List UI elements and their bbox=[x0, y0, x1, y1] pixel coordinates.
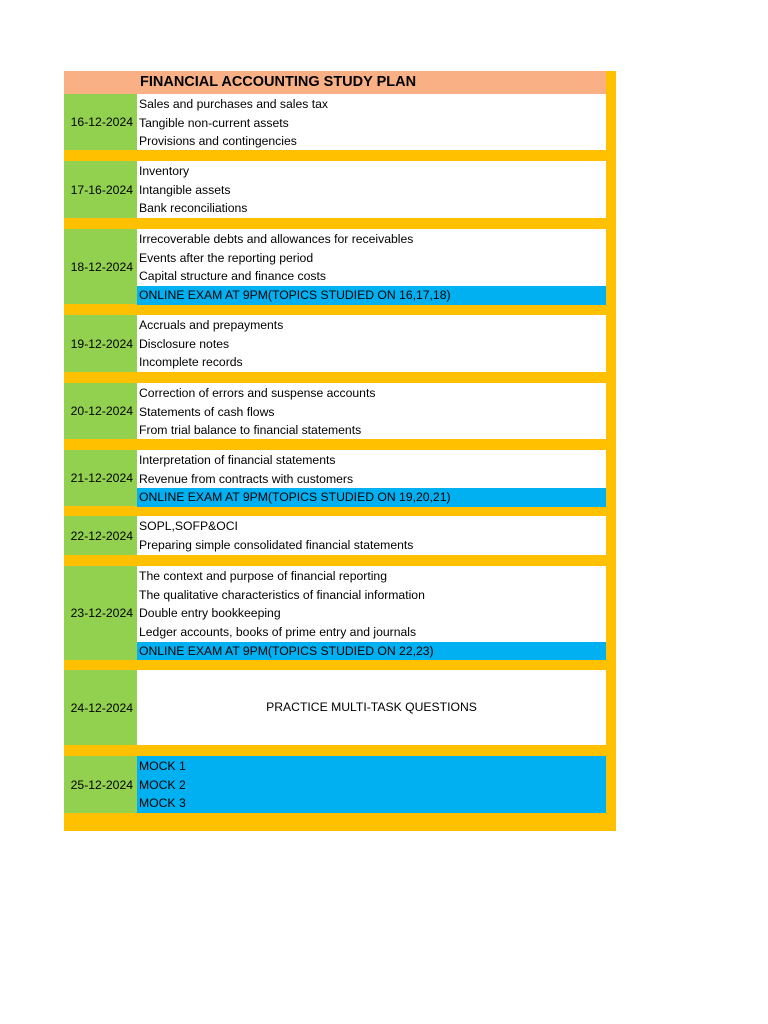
topic-item: Intangible assets bbox=[139, 182, 231, 197]
study-plan-sheet bbox=[64, 71, 616, 831]
topics-cell bbox=[137, 450, 606, 506]
topics-cell bbox=[137, 566, 606, 660]
page-title: FINANCIAL ACCOUNTING STUDY PLAN bbox=[137, 71, 606, 94]
exam-notice: ONLINE EXAM AT 9PM(TOPICS STUDIED ON 19,20,21) bbox=[137, 488, 606, 507]
topic-item: Inventory bbox=[139, 164, 190, 178]
date-cell: 23-12-2024 bbox=[64, 566, 137, 660]
topic-item: Ledger accounts, books of prime entry and journals bbox=[139, 625, 417, 640]
date-cell: 18-12-2024 bbox=[64, 229, 137, 304]
topic-item: PRACTICE MULTI-TASK QUESTIONS bbox=[266, 700, 477, 715]
date-cell: 17-16-2024 bbox=[64, 161, 137, 218]
topic-item: The qualitative characteristics of financial information bbox=[139, 587, 425, 602]
topics-cell bbox=[137, 315, 606, 372]
topics-cell bbox=[137, 229, 606, 304]
date-cell: 21-12-2024 bbox=[64, 450, 137, 506]
topic-item: From trial balance to financial statements bbox=[139, 423, 362, 438]
topic-item: Statements of cash flows bbox=[139, 404, 275, 419]
topics-cell bbox=[137, 756, 606, 813]
topic-item: Sales and purchases and sales tax bbox=[139, 97, 329, 111]
date-cell: 19-12-2024 bbox=[64, 315, 137, 372]
date-cell: 16-12-2024 bbox=[64, 94, 137, 150]
topic-item: Bank reconciliations bbox=[139, 201, 248, 216]
topic-item: Capital structure and finance costs bbox=[139, 269, 326, 284]
topic-item: Irrecoverable debts and allowances for receivables bbox=[139, 232, 414, 246]
topic-item: Tangible non-current assets bbox=[139, 115, 289, 130]
topic-item: MOCK 3 bbox=[139, 796, 186, 811]
topics-cell bbox=[137, 161, 606, 218]
date-cell: 22-12-2024 bbox=[64, 516, 137, 555]
topic-item: Correction of errors and suspense accounts bbox=[139, 386, 376, 400]
exam-notice: ONLINE EXAM AT 9PM(TOPICS STUDIED ON 16,17,18) bbox=[137, 286, 606, 305]
date-cell: 25-12-2024 bbox=[64, 756, 137, 813]
topic-item: The context and purpose of financial reporting bbox=[139, 569, 387, 583]
topic-item: Interpretation of financial statements bbox=[139, 453, 336, 467]
topics-cell bbox=[137, 383, 606, 439]
exam-notice: ONLINE EXAM AT 9PM(TOPICS STUDIED ON 22,23) bbox=[137, 642, 606, 661]
topic-item: Incomplete records bbox=[139, 355, 243, 370]
topic-item: Revenue from contracts with customers bbox=[139, 471, 354, 486]
topic-item: Provisions and contingencies bbox=[139, 134, 297, 149]
topic-item: Accruals and prepayments bbox=[139, 318, 284, 332]
topics-cell bbox=[137, 670, 606, 745]
topics-cell bbox=[137, 516, 606, 555]
header-date-cell bbox=[64, 71, 137, 94]
topic-item: Preparing simple consolidated financial statements bbox=[139, 537, 414, 552]
topic-item: Double entry bookkeeping bbox=[139, 606, 281, 621]
topic-item: MOCK 2 bbox=[139, 777, 186, 792]
date-cell: 24-12-2024 bbox=[64, 670, 137, 745]
date-cell: 20-12-2024 bbox=[64, 383, 137, 439]
topic-item: Disclosure notes bbox=[139, 336, 230, 351]
topic-item: MOCK 1 bbox=[139, 759, 186, 773]
topics-cell bbox=[137, 94, 606, 150]
topic-item: SOPL,SOFP&OCI bbox=[139, 519, 238, 533]
topic-item: Events after the reporting period bbox=[139, 250, 314, 265]
